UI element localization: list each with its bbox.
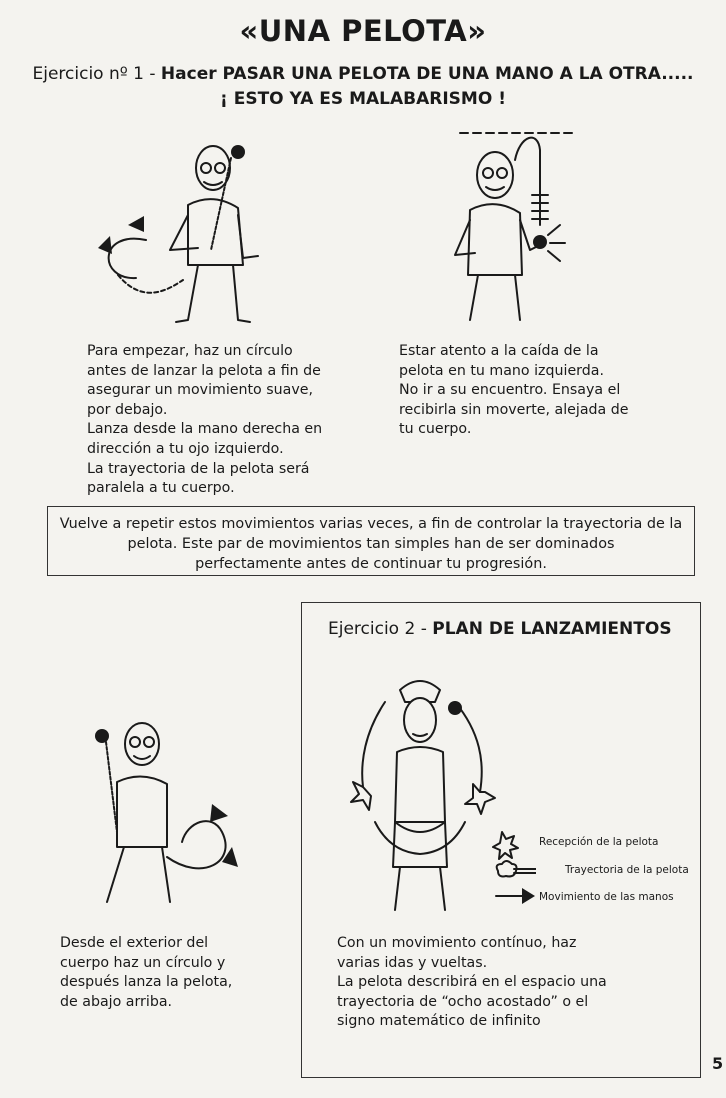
exercise1-title: Hacer PASAR UNA PELOTA DE UNA MANO A LA OTRA..... (160, 64, 694, 84)
exercise1-heading (0, 62, 726, 112)
woman-figure-eight-illustration (345, 672, 505, 912)
circle-motion-arrow (109, 239, 146, 278)
star-burst-icon (493, 832, 518, 859)
legend-label-trajectory: Trayectoria de la pelota (565, 864, 689, 876)
juggler-catch-illustration (420, 125, 590, 325)
exercise2-heading (328, 619, 672, 639)
page-title: «UNA PELOTA» (239, 14, 487, 48)
exercise1-label: Ejercicio nº 1 - (32, 64, 161, 84)
exercise1-right-text: Estar atento a la caída de la pelota en tu mano izquierda. No ir a su encuentro. Ensaya el recibirla sin moverte, alejada de tu cuerpo. (399, 343, 629, 438)
arrow-head-icon (210, 804, 228, 822)
exercise2-left-text: Desde el exterior del cuerpo haz un círculo y después lanza la pelota, de abajo arriba. (60, 935, 233, 1010)
ball-icon (231, 145, 245, 159)
exercise2-label: Ejercicio 2 - (328, 619, 433, 639)
circle-motion-arrow (167, 821, 226, 868)
exercise1-left-text: Para empezar, haz un círculo antes de lanzar la pelota a fin de asegurar un movimiento suave, por debajo. Lanza desde la mano derecha en dirección a tu ojo izquierdo. La trayectoria de la pelota será paralela a tu cuerpo. (87, 343, 323, 497)
exercise2-title: PLAN DE LANZAMIENTOS (432, 619, 672, 639)
practice-note-text: Vuelve a repetir estos movimientos varias veces, a fin de controlar la trayectoria de la pelota. Este par de movimientos tan simples han de ser dominados perfectamente antes de continuar tu progresión. (59, 516, 683, 572)
ball-icon (95, 729, 109, 743)
exercise2-right-text: Con un movimiento contínuo, haz varias idas y vueltas. La pelota describirá en el espacio una trayectoria de “ocho acostado” o el signo matemático de infinito (337, 935, 607, 1030)
exercise1-exclamation: ¡ ESTO YA ES MALABARISMO ! (220, 89, 506, 109)
star-burst-icon (351, 782, 371, 810)
page-number: 5 (712, 1054, 724, 1073)
juggler-outside-circle-illustration (62, 712, 242, 912)
legend-label-hand-movement: Movimiento de las manos (539, 891, 674, 903)
arrow-head-icon (98, 236, 112, 254)
practice-note-box (47, 506, 695, 576)
legend (492, 828, 702, 918)
juggler-circle-illustration (88, 130, 268, 325)
legend-label-reception: Recepción de la pelota (539, 836, 659, 848)
